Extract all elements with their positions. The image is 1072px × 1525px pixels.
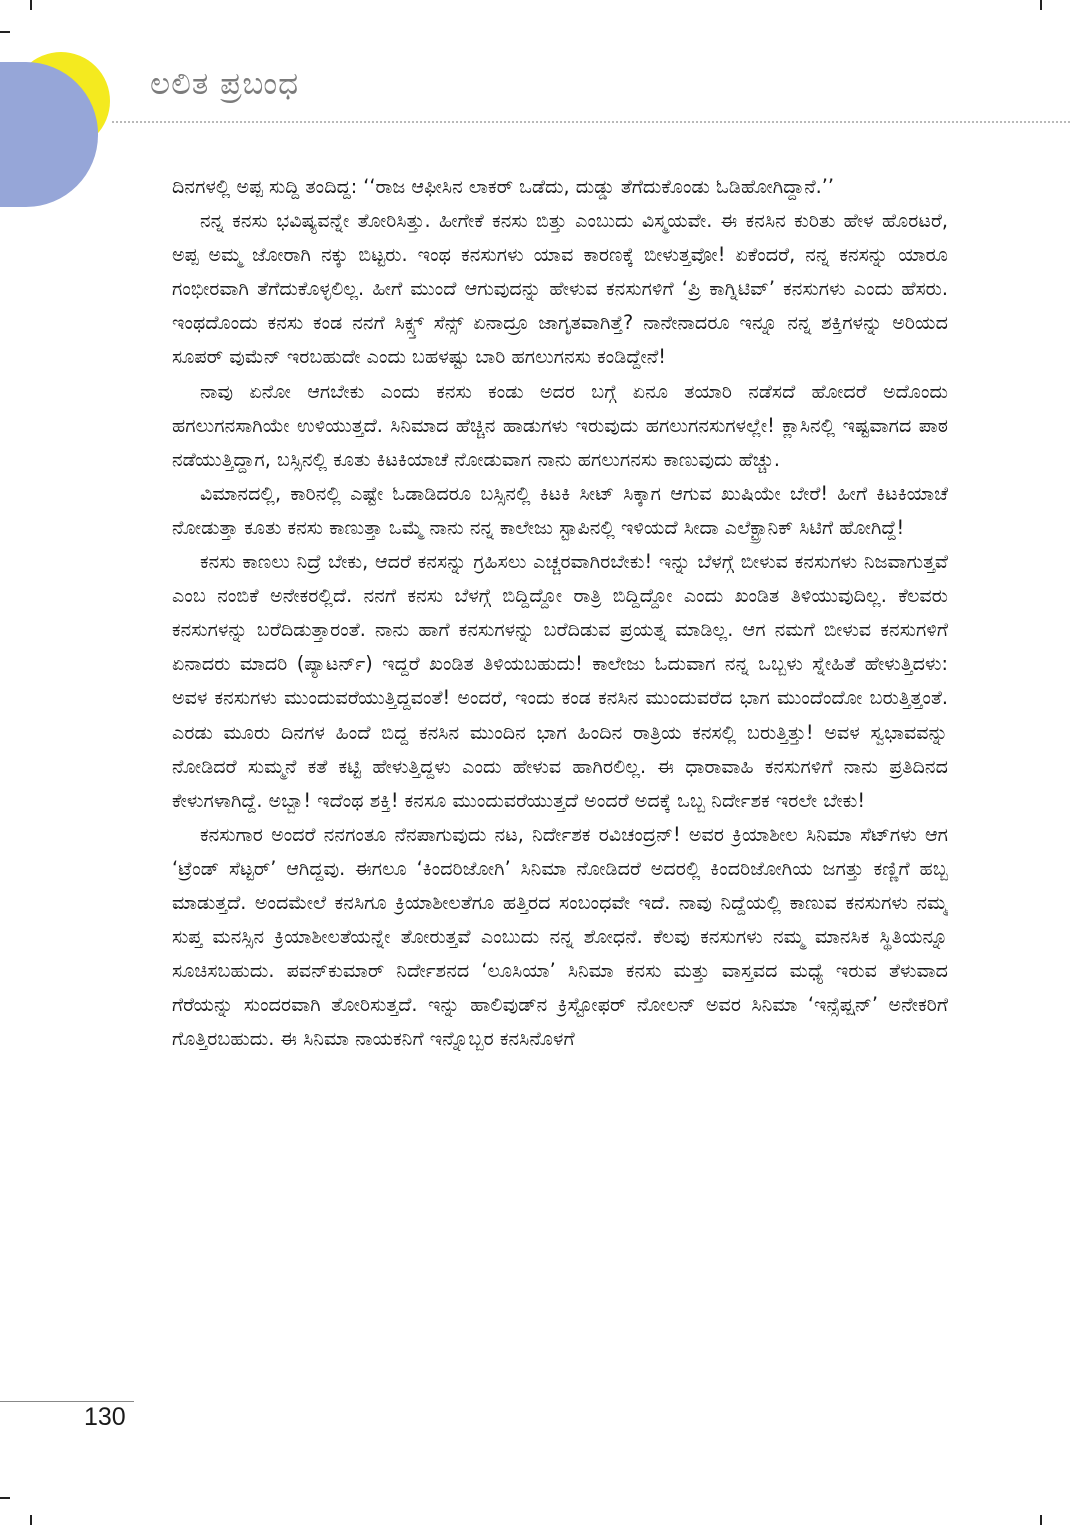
paragraph: ವಿಮಾನದಲ್ಲಿ, ಕಾರಿನಲ್ಲಿ ಎಷ್ಟೇ ಓಡಾಡಿದರೂ ಬಸ್ಸಿನಲ್ಲಿ ಕಿಟಕಿ ಸೀಟ್ ಸಿಕ್ಕಾಗ ಆಗುವ ಖುಷಿಯೇ ಬೇರೆ! ಹೀಗೆ ಕಿಟಕಿಯಾಚೆ ನೋಡುತ್ತಾ ಕೂತು ಕನಸು ಕಾಣುತ್ತಾ ಒಮ್ಮೆ ನಾನು ನನ್ನ ಕಾಲೇಜು ಸ್ಟಾಪಿನಲ್ಲಿ ಇಳಿಯದೆ ಸೀದಾ ಎಲೆಕ್ಟ್ರಾನಿಕ್ ಸಿಟಿಗೆ ಹೋಗಿದ್ದೆ! <box>172 481 948 539</box>
paragraph: ಕನಸು ಕಾಣಲು ನಿದ್ರೆ ಬೇಕು, ಆದರೆ ಕನಸನ್ನು ಗ್ರಹಿಸಲು ಎಚ್ಚರವಾಗಿರಬೇಕು! ಇನ್ನು ಬೆಳಗ್ಗೆ ಬೀಳುವ ಕನಸುಗಳು ನಿಜವಾಗುತ್ತವೆ ಎಂಬ ನಂಬಿಕೆ ಅನೇಕರಲ್ಲಿದೆ. ನನಗೆ ಕನಸು ಬೆಳಗ್ಗೆ ಬಿದ್ದಿದ್ದೋ ರಾತ್ರಿ ಬಿದ್ದಿದ್ದೋ ಎಂದು ಖಂಡಿತ ತಿಳಿಯುವುದಿಲ್ಲ. ಕೆಲವರು ಕನಸುಗಳನ್ನು ಬರೆದಿಡುತ್ತಾರಂತೆ. ನಾನು ಹಾಗೆ ಕನಸುಗಳನ್ನು ಬರೆದಿಡುವ ಪ್ರಯತ್ನ ಮಾಡಿಲ್ಲ. ಆಗ ನಮಗೆ ಬೀಳುವ ಕನಸುಗಳಿಗೆ ಏನಾದರು ಮಾದರಿ (ಪ್ಯಾಟರ್ನ್) ಇದ್ದರೆ ಖಂಡಿತ ತಿಳಿಯಬಹುದು! ಕಾಲೇಜು ಓದುವಾಗ ನನ್ನ ಒಬ್ಬಳು ಸ್ನೇಹಿತೆ ಹೇಳುತ್ತಿದಳು: ಅವಳ ಕನಸುಗಳು ಮುಂದುವರೆಯುತ್ತಿದ್ದವಂತೆ! ಅಂದರೆ, ಇಂದು ಕಂಡ ಕನಸಿನ ಮುಂದುವರೆದ ಭಾಗ ಮುಂದೆಂದೋ ಬರುತ್ತಿತ್ತಂತೆ. ಎರಡು ಮೂರು ದಿನಗಳ ಹಿಂದೆ ಬಿದ್ದ ಕನಸಿನ ಮುಂದಿನ ಭಾಗ ಹಿಂದಿನ ರಾತ್ರಿಯ ಕನಸಲ್ಲಿ ಬರುತ್ತಿತ್ತು! ಅವಳ ಸ್ವಭಾವವನ್ನು ನೋಡಿದರೆ ಸುಮ್ಮನೆ ಕತೆ ಕಟ್ಟಿ ಹೇಳುತ್ತಿದ್ದಳು ಎಂದು ಹೇಳುವ ಹಾಗಿರಲಿಲ್ಲ. ಈ ಧಾರಾವಾಹಿ ಕನಸುಗಳಿಗೆ ನಾನು ಪ್ರತಿದಿನದ ಕೇಳುಗಳಾಗಿದ್ದೆ. ಅಬ್ಬಾ! ಇದೆಂಥ ಶಕ್ತಿ! ಕನಸೂ ಮುಂದುವರೆಯುತ್ತದೆ ಅಂದರೆ ಅದಕ್ಕೆ ಒಬ್ಬ ನಿರ್ದೇಶಕ ಇರಲೇ ಬೇಕು! <box>172 550 948 812</box>
crop-mark-bottom-left <box>30 1515 32 1525</box>
section-title: ಲಲಿತ ಪ್ರಬಂಧ <box>150 66 300 102</box>
article-body <box>172 170 948 1390</box>
header-dotted-rule <box>112 121 1070 123</box>
crop-mark-left-lower <box>0 1497 10 1499</box>
crop-mark-top-left <box>30 0 32 10</box>
paragraph: ಕನಸುಗಾರ ಅಂದರೆ ನನಗಂತೂ ನೆನಪಾಗುವುದು ನಟ, ನಿರ್ದೇಶಕ ರವಿಚಂದ್ರನ್! ಅವರ ಕ್ರಿಯಾಶೀಲ ಸಿನಿಮಾ ಸೆಟ್‌ಗಳು ಆಗ ‘ಟ್ರೆಂಡ್ ಸೆಟ್ಟರ್’ ಆಗಿದ್ದವು. ಈಗಲೂ ‘ಕಿಂದರಿಜೋಗಿ’ ಸಿನಿಮಾ ನೋಡಿದರೆ ಅದರಲ್ಲಿ ಕಿಂದರಿಜೋಗಿಯ ಜಗತ್ತು ಕಣ್ಣಿಗೆ ಹಬ್ಬ ಮಾಡುತ್ತದೆ. ಅಂದಮೇಲೆ ಕನಸಿಗೂ ಕ್ರಿಯಾಶೀಲತೆಗೂ ಹತ್ತಿರದ ಸಂಬಂಧವೇ ಇದೆ. ನಾವು ನಿದ್ದೆಯಲ್ಲಿ ಕಾಣುವ ಕನಸುಗಳು ನಮ್ಮ ಸುಪ್ತ ಮನಸ್ಸಿನ ಕ್ರಿಯಾಶೀಲತೆಯನ್ನೇ ತೋರುತ್ತವೆ ಎಂಬುದು ನನ್ನ ಶೋಧನೆ. ಕೆಲವು ಕನಸುಗಳು ನಮ್ಮ ಮಾನಸಿಕ ಸ್ಥಿತಿಯನ್ನೂ ಸೂಚಿಸಬಹುದು. ಪವನ್‌ಕುಮಾರ್ ನಿರ್ದೇಶನದ ‘ಲೂಸಿಯಾ’ ಸಿನಿಮಾ ಕನಸು ಮತ್ತು ವಾಸ್ತವದ ಮಧ್ಯೆ ಇರುವ ತೆಳುವಾದ ಗೆರೆಯನ್ನು ಸುಂದರವಾಗಿ ತೋರಿಸುತ್ತದೆ. ಇನ್ನು ಹಾಲಿವುಡ್‌ನ ಕ್ರಿಸ್ಟೋಫರ್ ನೋಲನ್ ಅವರ ಸಿನಿಮಾ ‘ಇನ್ಸೆಪ್ಷನ್’ ಅನೇಕರಿಗೆ ಗೊತ್ತಿರಬಹುದು. ಈ ಸಿನಿಮಾ ನಾಯಕನಿಗೆ ಇನ್ನೊಬ್ಬರ ಕನಸಿನೊಳಗೆ <box>172 822 948 1051</box>
crop-mark-top-right <box>1040 0 1042 10</box>
crop-mark-bottom-right <box>1040 1515 1042 1525</box>
page-number: 130 <box>84 1403 126 1431</box>
paragraph: ನನ್ನ ಕನಸು ಭವಿಷ್ಯವನ್ನೇ ತೋರಿಸಿತ್ತು. ಹೀಗೇಕೆ ಕನಸು ಬಿತ್ತು ಎಂಬುದು ವಿಸ್ಮಯವೇ. ಈ ಕನಸಿನ ಕುರಿತು ಹೇಳ ಹೊರಟರೆ, ಅಪ್ಪ ಅಮ್ಮ ಜೋರಾಗಿ ನಕ್ಕು ಬಿಟ್ಟರು. ಇಂಥ ಕನಸುಗಳು ಯಾವ ಕಾರಣಕ್ಕೆ ಬೀಳುತ್ತವೋ! ಏಕೆಂದರೆ, ನನ್ನ ಕನಸನ್ನು ಯಾರೂ ಗಂಭೀರವಾಗಿ ತೆಗೆದುಕೊಳ್ಳಲಿಲ್ಲ. ಹೀಗೆ ಮುಂದೆ ಆಗುವುದನ್ನು ಹೇಳುವ ಕನಸುಗಳಿಗೆ ‘ಪ್ರಿ ಕಾಗ್ನಿಟಿವ್’ ಕನಸುಗಳು ಎಂದು ಹೆಸರು. ಇಂಥದೊಂದು ಕನಸು ಕಂಡ ನನಗೆ ಸಿಕ್ಸ್ತ್ ಸೆನ್ಸ್ ಏನಾದ್ರೂ ಜಾಗೃತವಾಗಿತ್ತೆ? ನಾನೇನಾದರೂ ಇನ್ನೂ ನನ್ನ ಶಕ್ತಿಗಳನ್ನು ಅರಿಯದ ಸೂಪರ್ ವುಮೆನ್ ಇರಬಹುದೇ ಎಂದು ಬಹಳಷ್ಟು ಬಾರಿ ಹಗಲುಗನಸು ಕಂಡಿದ್ದೇನೆ! <box>172 209 948 369</box>
crop-mark-left-upper <box>0 31 10 33</box>
footer-rule <box>0 1401 134 1402</box>
paragraph: ನಾವು ಏನೋ ಆಗಬೇಕು ಎಂದು ಕನಸು ಕಂಡು ಅದರ ಬಗ್ಗೆ ಏನೂ ತಯಾರಿ ನಡೆಸದೆ ಹೋದರೆ ಅದೊಂದು ಹಗಲುಗನಸಾಗಿಯೇ ಉಳಿಯುತ್ತದೆ. ಸಿನಿಮಾದ ಹೆಚ್ಚಿನ ಹಾಡುಗಳು ಇರುವುದು ಹಗಲುಗನಸುಗಳಲ್ಲೇ! ಕ್ಲಾಸಿನಲ್ಲಿ ಇಷ್ಟವಾಗದ ಪಾಠ ನಡೆಯುತ್ತಿದ್ದಾಗ, ಬಸ್ಸಿನಲ್ಲಿ ಕೂತು ಕಿಟಕಿಯಾಚೆ ನೋಡುವಾಗ ನಾನು ಹಗಲುಗನಸು ಕಾಣುವುದು ಹೆಚ್ಚು. <box>172 379 948 471</box>
paragraph: ದಿನಗಳಲ್ಲಿ ಅಪ್ಪ ಸುದ್ದಿ ತಂದಿದ್ದ: ‘‘ರಾಜ ಆಫೀಸಿನ ಲಾಕರ್ ಒಡೆದು, ದುಡ್ಡು ತೆಗೆದುಕೊಂಡು ಓಡಿಹೋಗಿದ್ದಾನೆ.’’ <box>172 175 834 198</box>
